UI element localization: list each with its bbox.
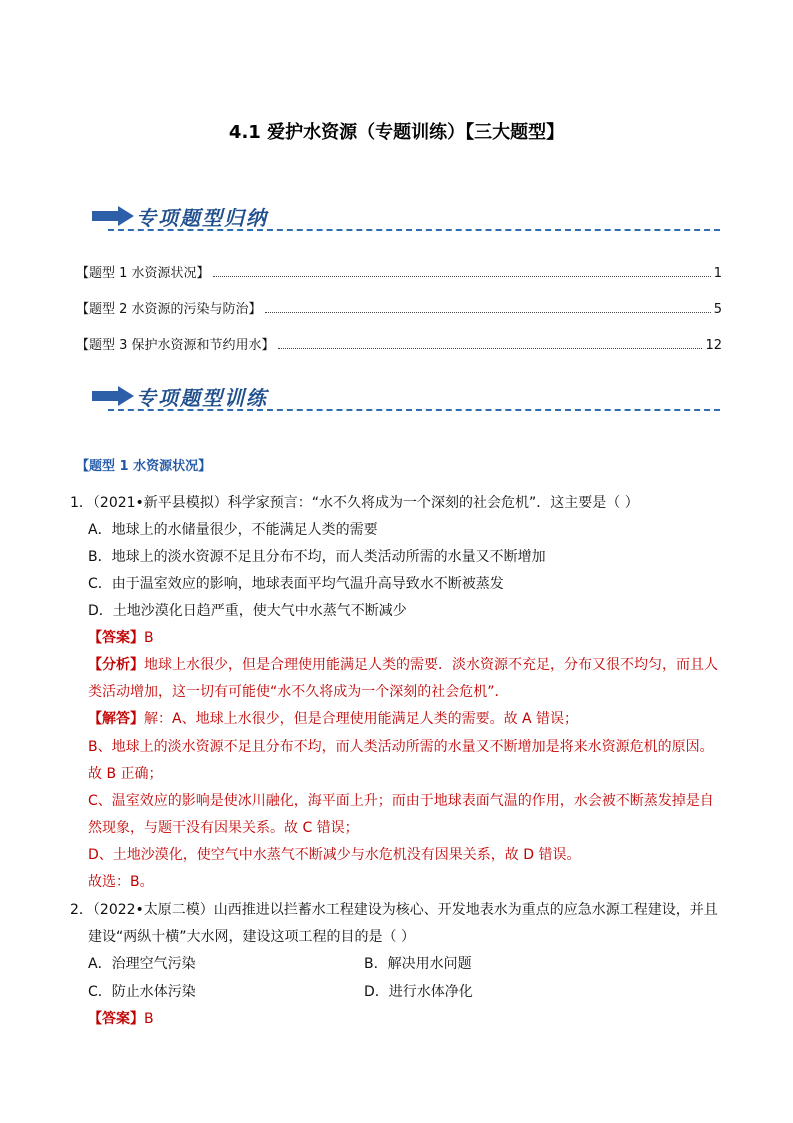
solution-text: 解：A、地球上水很少，但是合理使用能满足人类的需要。故 A 错误； bbox=[144, 711, 579, 727]
toc-label: 【题型 3 保护水资源和节约用水】 bbox=[76, 338, 275, 353]
q1-option-b: B．地球上的淡水资源不足且分布不均，而人类活动所需的水量又不断增加 bbox=[88, 549, 546, 565]
toc-page: 12 bbox=[705, 338, 722, 353]
q1-solution-line7: 故选：B。 bbox=[88, 874, 154, 890]
q1-answer bbox=[88, 627, 154, 647]
solution-tag: 【解答】 bbox=[88, 711, 144, 727]
banner-training-text: 专项题型训练 bbox=[136, 386, 268, 410]
q2-option-a: A．治理空气污染 bbox=[88, 956, 196, 972]
q1-analysis-line2: 类活动增加，这一切有可能使“水不久将成为一个深刻的社会危机”． bbox=[88, 684, 509, 700]
q2-option-d: D．进行水体净化 bbox=[364, 984, 473, 1000]
toc-label: 【题型 1 水资源状况】 bbox=[76, 266, 210, 281]
toc-leader bbox=[265, 311, 711, 313]
answer-tag: 【答案】 bbox=[88, 630, 144, 646]
answer-value: B bbox=[144, 1011, 154, 1027]
page-title: 4.1 爱护水资源（专题训练）【三大题型】 bbox=[228, 122, 565, 143]
q1-stem: 1．（2021•新平县模拟）科学家预言：“水不久将成为一个深刻的社会危机”．这主要是（ ） bbox=[70, 495, 639, 511]
toc-label: 【题型 2 水资源的污染与防治】 bbox=[76, 302, 262, 317]
q1-option-d: D．土地沙漠化日趋严重，使大气中水蒸气不断减少 bbox=[88, 603, 407, 619]
section-banner-summary bbox=[92, 200, 722, 230]
toc-entry-1[interactable] bbox=[76, 262, 722, 282]
toc-page: 5 bbox=[713, 302, 722, 317]
toc-leader bbox=[213, 275, 711, 277]
q1-analysis-line1 bbox=[88, 654, 718, 674]
analysis-tag: 【分析】 bbox=[88, 657, 144, 673]
section-heading-type1: 【题型 1 水资源状况】 bbox=[76, 459, 212, 474]
q2-stem-line1: 2．（2022•太原二模）山西推进以拦蓄水工程建设为核心、开发地表水为重点的应急水源工程建设，并且 bbox=[70, 902, 718, 918]
q1-solution-line3: 故 B 正确； bbox=[88, 766, 163, 782]
banner-summary-text: 专项题型归纳 bbox=[136, 206, 268, 230]
banner-divider bbox=[108, 229, 720, 231]
q2-option-b: B．解决用水问题 bbox=[364, 956, 472, 972]
arrow-right-icon bbox=[92, 386, 134, 406]
toc-entry-3[interactable] bbox=[76, 334, 722, 354]
toc-entry-2[interactable] bbox=[76, 298, 722, 318]
toc-leader bbox=[278, 347, 703, 349]
analysis-text: 地球上水很少，但是合理使用能满足人类的需要．淡水资源不充足，分布又很不均匀，而且人 bbox=[144, 657, 718, 673]
q1-option-a: A．地球上的水储量很少，不能满足人类的需要 bbox=[88, 522, 378, 538]
q1-solution-line1 bbox=[88, 708, 578, 728]
q1-solution-line6: D、土地沙漠化，使空气中水蒸气不断减少与水危机没有因果关系，故 D 错误。 bbox=[88, 847, 581, 863]
section-banner-training bbox=[92, 380, 722, 410]
answer-value: B bbox=[144, 630, 154, 646]
q2-answer bbox=[88, 1008, 154, 1028]
q1-option-c: C．由于温室效应的影响，地球表面平均气温升高导致水不断被蒸发 bbox=[88, 576, 504, 592]
q1-solution-line4: C、温室效应的影响是使冰川融化，海平面上升；而由于地球表面气温的作用，水会被不断蒸发掉是自 bbox=[88, 793, 714, 809]
arrow-right-icon bbox=[92, 206, 134, 226]
answer-tag: 【答案】 bbox=[88, 1011, 144, 1027]
toc-page: 1 bbox=[713, 266, 722, 281]
q2-option-c: C．防止水体污染 bbox=[88, 984, 196, 1000]
q2-stem-line2: 建设“两纵十横”大水网，建设这项工程的目的是（ ） bbox=[88, 929, 415, 945]
banner-divider bbox=[108, 409, 720, 411]
q1-solution-line5: 然现象，与题干没有因果关系。故 C 错误； bbox=[88, 820, 359, 836]
q1-solution-line2: B、地球上的淡水资源不足且分布不均，而人类活动所需的水量又不断增加是将来水资源危机的原因。 bbox=[88, 739, 714, 755]
